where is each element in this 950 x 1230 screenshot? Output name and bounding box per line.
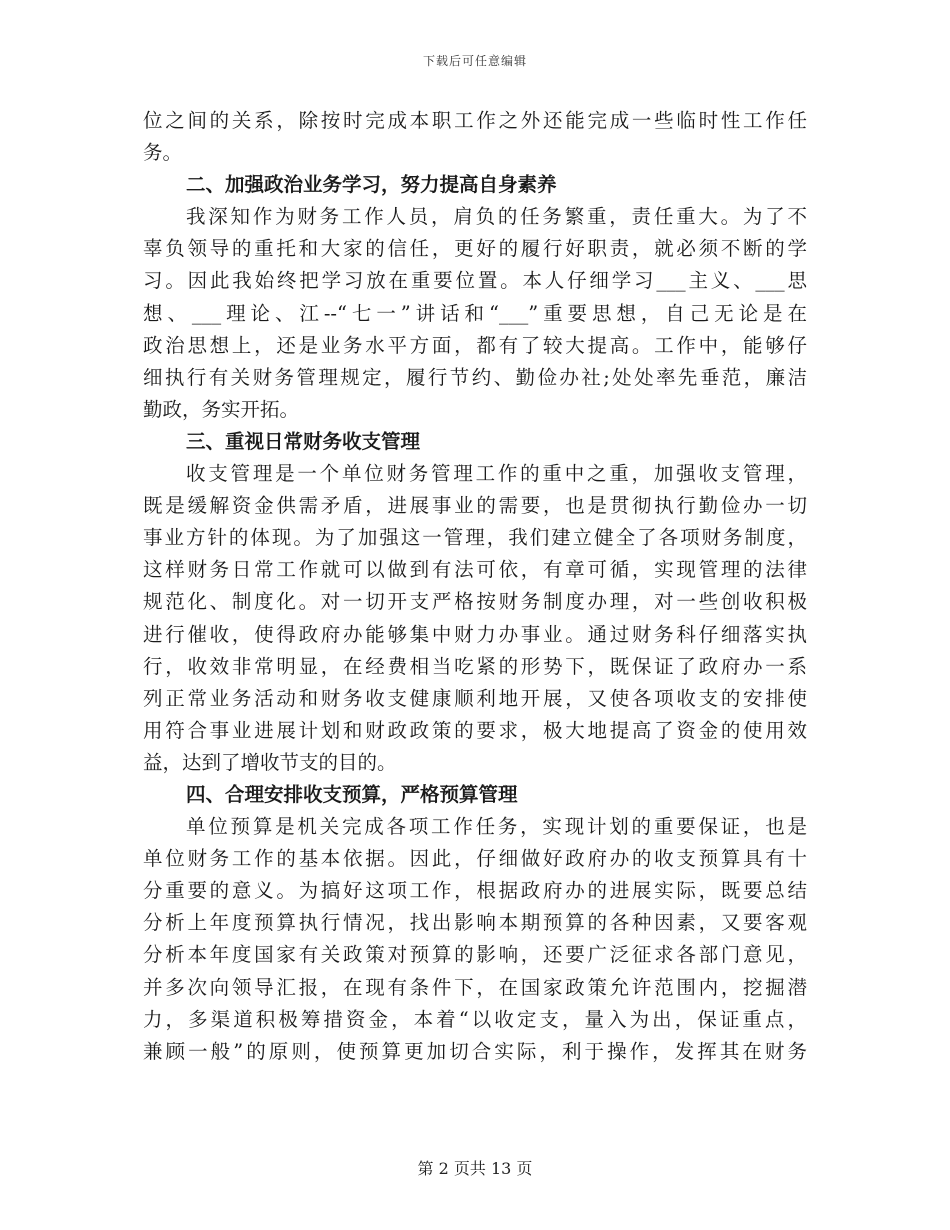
- paragraph-line: 辜负领导的重托和大家的信任，更好的履行好职责，就必须不断的学: [143, 237, 807, 261]
- paragraph-line: 既是缓解资金供需矛盾，进展事业的需要，也是贯彻执行勤俭办一切: [143, 494, 807, 518]
- paragraph-line: 收支管理是一个单位财务管理工作的重中之重，加强收支管理，: [186, 462, 807, 486]
- paragraph-line: 务。: [143, 141, 183, 165]
- page-header: 下载后可任意编辑: [422, 54, 527, 68]
- paragraph-line: 规范化、制度化。对一切开支严格按财务制度办理，对一些创收积极: [143, 590, 807, 614]
- paragraph-line: 行，收效非常明显，在经费相当吃紧的形势下，既保证了政府办一系: [143, 654, 807, 678]
- paragraph-line: 我深知作为财务工作人员，肩负的任务繁重，责任重大。为了不: [186, 205, 807, 229]
- paragraph-line: 单位财务工作的基本依据。因此，仔细做好政府办的收支预算具有十: [143, 847, 807, 871]
- paragraph-line: 政治思想上，还是业务水平方面，都有了较大提高。工作中，能够仔: [143, 333, 807, 357]
- paragraph-line: 列正常业务活动和财务收支健康顺利地开展，又使各项收支的安排使: [143, 686, 807, 710]
- paragraph-line: 益，达到了增收节支的目的。: [143, 750, 397, 774]
- paragraph-line: 力，多渠道积极筹措资金，本着“以收定支，量入为出，保证重点，: [143, 1007, 807, 1031]
- paragraph-line: 分重要的意义。为搞好这项工作，根据政府办的进展实际，既要总结: [143, 879, 807, 903]
- section-heading: 三、重视日常财务收支管理: [186, 429, 421, 453]
- paragraph-line: 并多次向领导汇报，在现有条件下，在国家政策允许范围内，挖掘潜: [143, 975, 807, 999]
- paragraph-line: 这样财务日常工作就可以做到有法可依，有章可循，实现管理的法律: [143, 558, 807, 582]
- section-heading: 四、合理安排收支预算，严格预算管理: [186, 782, 518, 806]
- paragraph-line: 事业方针的体现。为了加强这一管理，我们建立健全了各项财务制度，: [143, 526, 807, 550]
- paragraph-line: 单位预算是机关完成各项工作任务，实现计划的重要保证，也是: [186, 815, 807, 839]
- paragraph-line: 勤政，务实开拓。: [143, 397, 300, 421]
- paragraph-line: 用符合事业进展计划和财政政策的要求，极大地提高了资金的使用效: [143, 718, 807, 742]
- paragraph-line: 分析本年度国家有关政策对预算的影响，还要广泛征求各部门意见，: [143, 943, 807, 967]
- paragraph-line: 位之间的关系，除按时完成本职工作之外还能完成一些临时性工作任: [143, 109, 807, 132]
- section-heading: 二、加强政治业务学习，努力提高自身素养: [186, 173, 557, 197]
- paragraph-line: 兼顾一般”的原则，使预算更加切合实际，利于操作，发挥其在财务: [143, 1039, 807, 1063]
- paragraph-line: 想、___理论、江--“七一”讲话和“___”重要思想，自己无论是在: [143, 301, 807, 325]
- paragraph-line: 习。因此我始终把学习放在重要位置。本人仔细学习___主义、___思: [143, 269, 807, 293]
- document-body: [143, 105, 807, 1068]
- paragraph-line: 进行催收，使得政府办能够集中财力办事业。通过财务科仔细落实执: [143, 622, 807, 646]
- page-footer: 第 2 页共 13 页: [417, 1159, 533, 1178]
- paragraph-line: 细执行有关财务管理规定，履行节约、勤俭办社;处处率先垂范，廉洁: [143, 365, 807, 389]
- paragraph-line: 分析上年度预算执行情况，找出影响本期预算的各种因素，又要客观: [143, 911, 807, 935]
